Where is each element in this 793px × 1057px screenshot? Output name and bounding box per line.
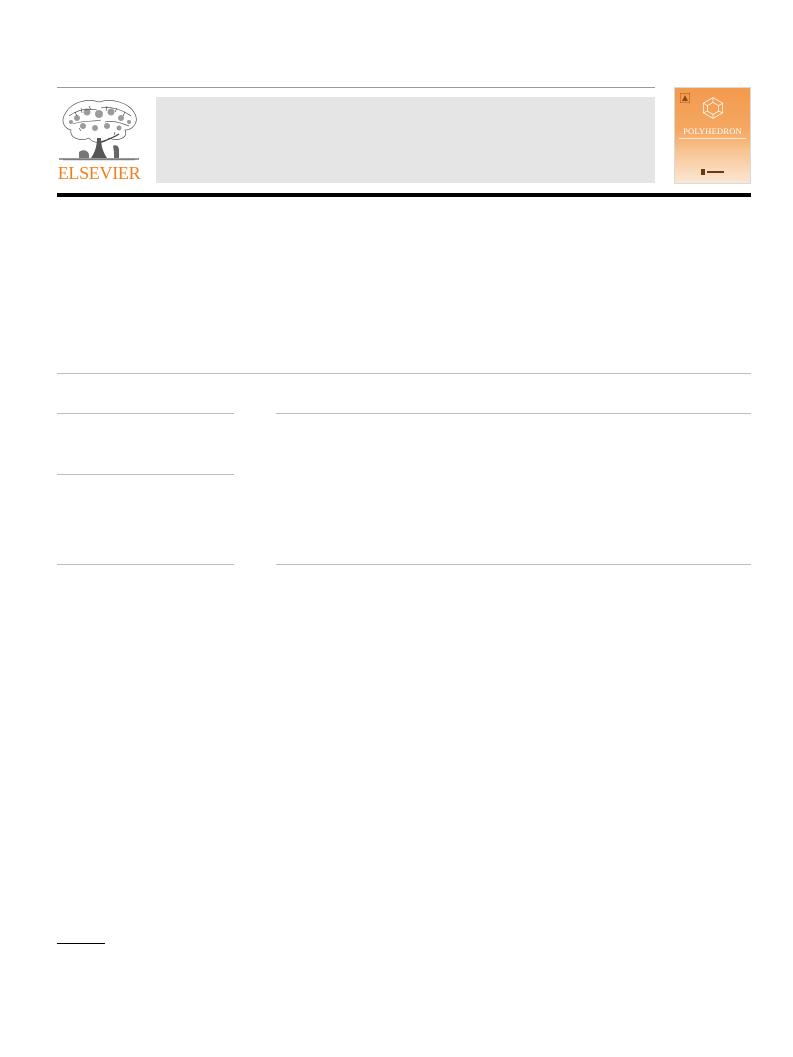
keywords-top-rule (57, 474, 234, 475)
cover-publisher-mark-icon (701, 168, 725, 176)
journal-masthead-box (156, 97, 655, 183)
publisher-mini-logo-icon (680, 93, 690, 103)
title-block-divider (57, 373, 751, 374)
journal-cover-title: POLYHEDRON (683, 126, 742, 136)
journal-cover-thumbnail (674, 87, 751, 184)
journal-cover-rule (679, 138, 746, 139)
header-divider-thick (57, 193, 751, 197)
footnote-separator (57, 943, 105, 944)
article-info-bottom-rule (57, 564, 234, 565)
polyhedron-icon (701, 96, 725, 120)
tree-engraving-icon (57, 94, 141, 164)
abstract-bottom-rule (276, 564, 751, 565)
publisher-wordmark: ELSEVIER (57, 163, 141, 183)
article-info-top-rule (57, 413, 234, 414)
abstract-top-rule (276, 413, 751, 414)
header-top-rule (57, 87, 655, 88)
publisher-logo (57, 94, 141, 186)
